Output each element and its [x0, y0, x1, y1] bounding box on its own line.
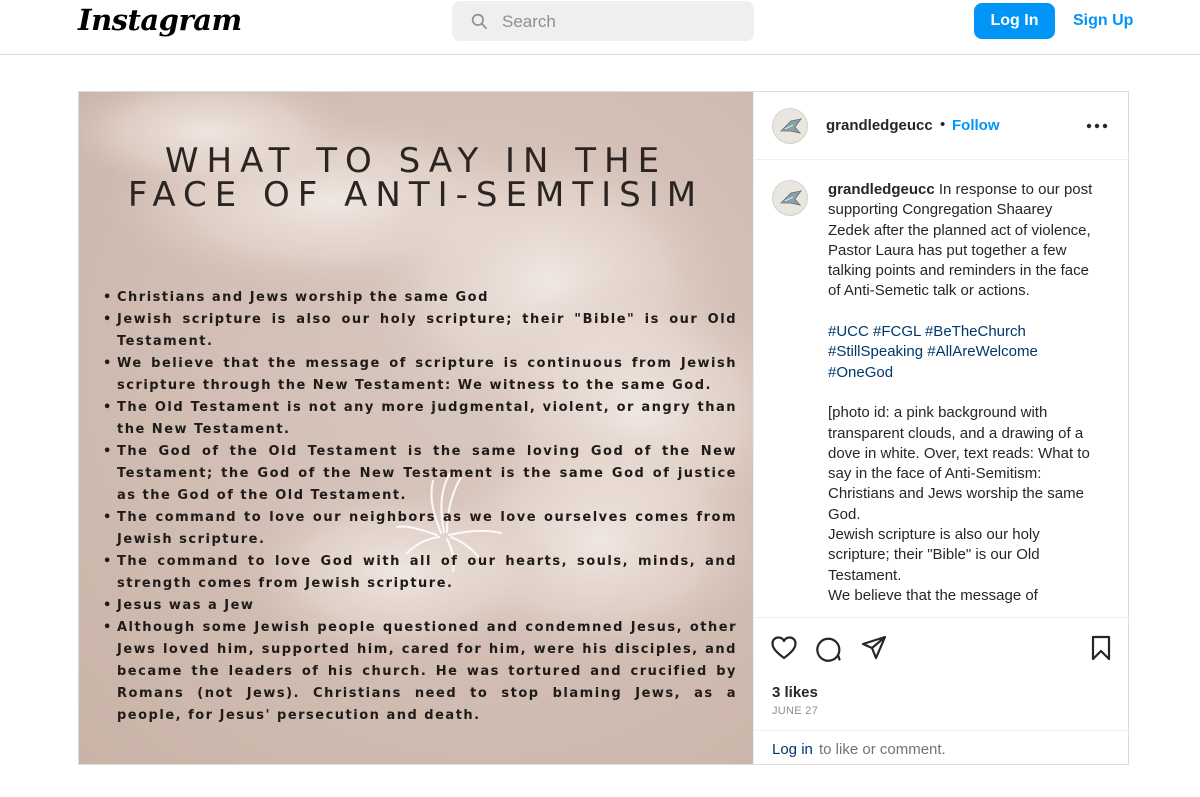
list-item: • The God of the Old Testament is the same loving God of the New Testament; the God of the New Testament is the same God of justice as the God of the Old Testament.	[101, 441, 737, 507]
post-side-panel	[753, 92, 1129, 764]
more-horizontal-icon[interactable]	[1086, 123, 1108, 129]
heart-icon[interactable]	[770, 634, 798, 662]
log-in-link[interactable]: Log in	[772, 741, 813, 758]
image-points-list	[101, 287, 737, 727]
caption-text	[828, 180, 1098, 606]
caption-body: In response to our post supporting Congregation Shaarey Zedek after the planned act of violence, Pastor Laura has put together a few talking points and reminders in the face of Anti-Semetic talk or actions.	[828, 181, 1097, 300]
comment-icon[interactable]	[814, 634, 842, 662]
follow-button[interactable]: Follow	[952, 117, 1000, 134]
image-title-line-1: WHAT TO SAY IN THE	[164, 141, 668, 181]
post-username[interactable]: grandledgeucc	[826, 117, 933, 134]
search-icon	[470, 12, 488, 30]
login-prompt	[754, 730, 1129, 765]
avatar-dove-icon	[773, 181, 808, 216]
post-date[interactable]: JUNE 27	[772, 705, 819, 717]
login-prompt-text: to like or comment.	[819, 741, 946, 758]
avatar-dove-icon	[773, 109, 808, 144]
sign-up-link[interactable]: Sign Up	[1073, 12, 1134, 29]
image-title-line-2: FACE OF ANTI-SEMTISIM	[127, 175, 705, 215]
caption-photo-id: [photo id: a pink background with transparent clouds, and a drawing of a dove in white. Over, text reads: What to say in the face of Anti-Semitism: Christians and Jews worship the same God. Jewish scripture is also our holy scripture; their "Bible" is our Old Testament. We believe that the message of	[828, 404, 1090, 604]
share-icon[interactable]	[860, 634, 888, 662]
list-item: • The command to love God with all of our hearts, souls, minds, and strength comes from Jewish scripture.	[101, 551, 737, 595]
instagram-logo[interactable]: Instagram	[78, 3, 242, 37]
list-item: • The Old Testament is not any more judgmental, violent, or angry than the New Testament.	[101, 397, 737, 441]
bookmark-icon[interactable]	[1087, 634, 1115, 662]
caption-avatar[interactable]	[772, 180, 808, 216]
list-item: • Jesus was a Jew	[101, 595, 737, 617]
search-input[interactable]	[500, 1, 744, 43]
caption-username[interactable]: grandledgeucc	[828, 181, 935, 198]
post-card	[78, 91, 1129, 765]
list-item: • The command to love our neighbors as we love ourselves comes from Jewish scripture.	[101, 507, 737, 551]
image-title	[79, 141, 753, 215]
post-image[interactable]	[79, 92, 753, 764]
log-in-button[interactable]: Log In	[974, 3, 1055, 39]
list-item: • Although some Jewish people questioned and condemned Jesus, other Jews loved him, supported him, cared for him, were his disciples, and became the leaders of his church. He was tortured and crucified by Romans (not Jews). Christians need to stop blaming Jews, as a people, for Jesus' persecution and death.	[101, 617, 737, 727]
caption-area[interactable]	[754, 160, 1129, 616]
search-box[interactable]	[452, 1, 754, 41]
list-item: • Christians and Jews worship the same God	[101, 287, 737, 309]
list-item: • We believe that the message of scripture is continuous from Jewish scripture through the New Testament: We witness to the same God.	[101, 353, 737, 397]
separator-dot: •	[940, 116, 946, 133]
caption-hashtags[interactable]: #UCC #FCGL #BeTheChurch #StillSpeaking #AllAreWelcome #OneGod	[828, 323, 1042, 381]
post-actions	[754, 617, 1129, 765]
post-header	[754, 92, 1129, 160]
likes-count[interactable]: 3 likes	[772, 684, 818, 701]
list-item: • Jewish scripture is also our holy scripture; their "Bible" is our Old Testament.	[101, 309, 737, 353]
avatar[interactable]	[772, 108, 808, 144]
top-navigation	[0, 0, 1200, 55]
